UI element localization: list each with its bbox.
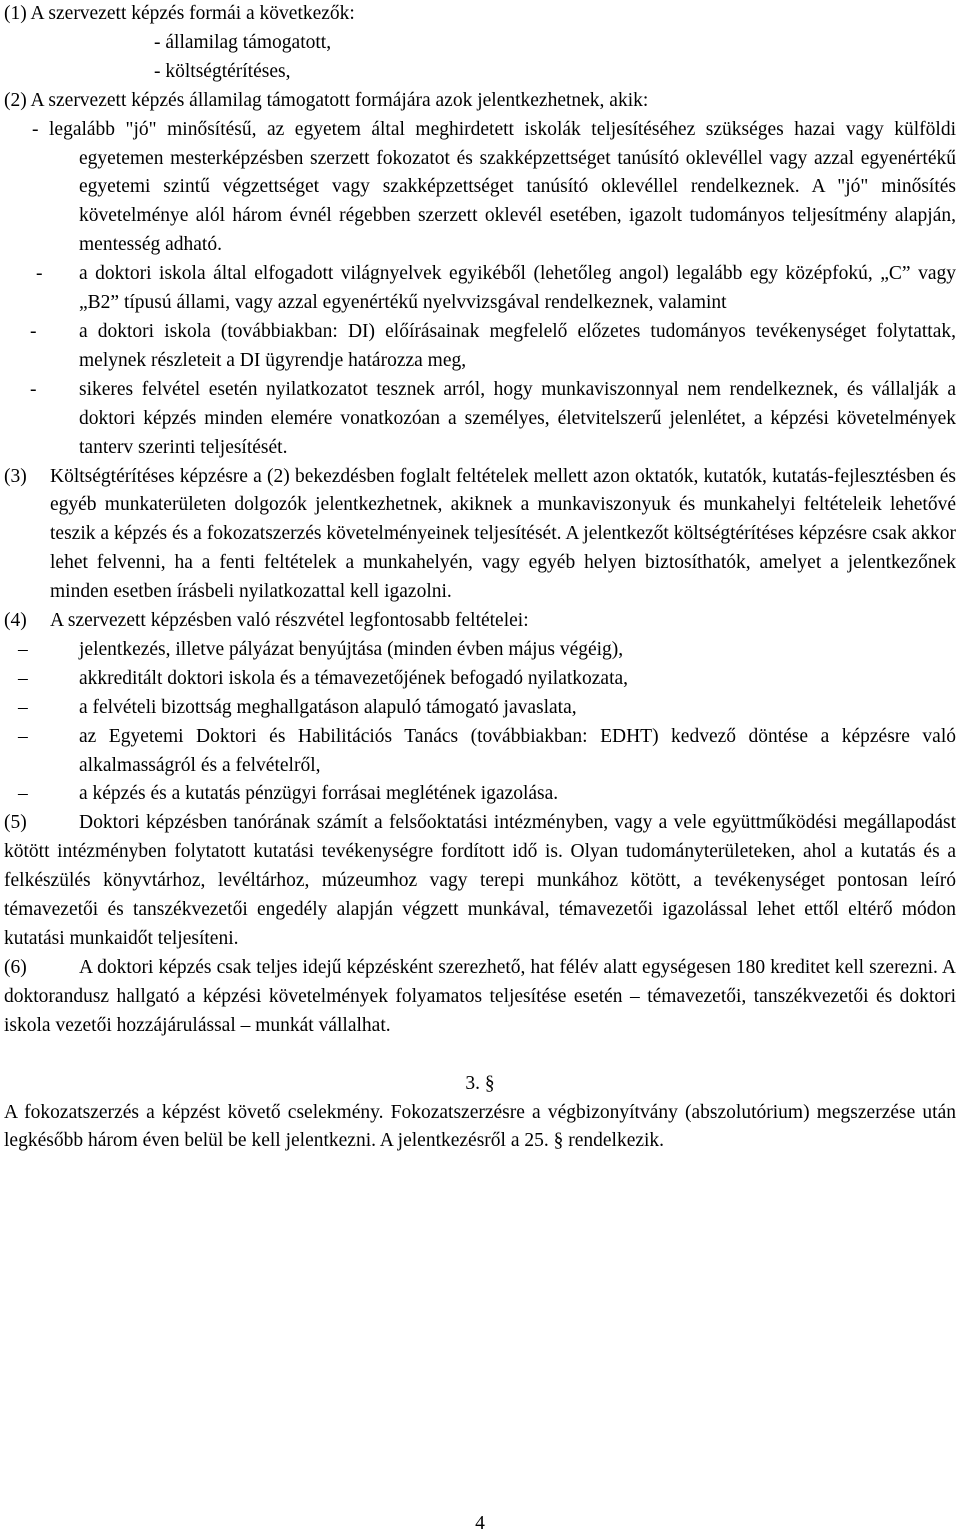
item-3-dash: - xyxy=(30,320,37,342)
paragraph-2-item-3 xyxy=(4,318,956,376)
paragraph-1 xyxy=(4,0,956,87)
paragraph-2-item-4 xyxy=(4,376,956,463)
section-title: 3. § xyxy=(465,1072,495,1094)
list-item: a felvételi bizottság meghallgatáson alapuló támogató javaslata, xyxy=(79,696,577,718)
paragraph-4-heading: A szervezett képzésben való részvétel legfontosabb feltételei: xyxy=(50,610,529,632)
item-2-text: a doktori iskola által elfogadott világnyelvek egyikéből (lehetőleg angol) legalább egy középfokú, „C” vagy „B2” típusú állami, vagy azzal egyenértékű nyelvvizsgával rendelkeznek, valamint xyxy=(79,263,956,314)
paragraph-6 xyxy=(4,954,956,1041)
paragraph-4-item-2 xyxy=(4,665,956,694)
dash-mark: – xyxy=(18,783,28,805)
list-item: a képzés és a kutatás pénzügyi forrásai meglétének igazolása. xyxy=(79,783,559,805)
list-item-state-funded: - államilag támogatott, xyxy=(154,31,332,53)
paragraph-1-heading: (1) A szervezett képzés formái a következők: xyxy=(4,3,355,24)
paragraph-4-item-4 xyxy=(4,723,956,781)
list-item: az Egyetemi Doktori és Habilitációs Tanács (továbbiakban: EDHT) kedvező döntése a képzésre való alkalmasságról és a felvételről, xyxy=(79,725,956,776)
paragraph-6-text: A doktori képzés csak teljes idejű képzésként szerezhető, hat félév alatt egységesen 180 kreditet kell szerezni. A doktorandusz hallgató a képzési követelmények folyamatos teljesítése esetén – témavezetői, tanszékvezetői és doktori iskola vezetői hozzájárulással – munkát vállalhat. xyxy=(4,956,956,1036)
paragraph-4 xyxy=(4,607,956,809)
paragraph-2-heading: (2) A szervezett képzés államilag támogatott formájára azok jelentkezhetnek, akik: xyxy=(4,89,649,111)
paragraph-5-text: Doktori képzésben tanórának számít a felsőoktatási intézményben, vagy a vele együttműködési megállapodást kötött intézményben folytatott kutatási tevékenységre fordított idő is. Olyan tudományterületeken, ahol a kutatás és a felkészülés könyvtárhoz, levéltárhoz, múzeumhoz vagy terepi munkához kötött, a tevékenységet pontosan leíró témavezetői és tanszékvezetői engedély alapján végzett munkával, témavezetői igazolással lehet ettől eltérő módon kutatási munkaidőt teljesíteni. xyxy=(4,812,956,949)
paragraph-4-item-5 xyxy=(4,780,956,809)
document-page xyxy=(4,0,956,1156)
list-item-fee-paying: - költségtérítéses, xyxy=(154,60,291,82)
paragraph-2-item-2 xyxy=(4,260,956,318)
paragraph-4-number: (4) xyxy=(4,610,27,632)
dash-mark: – xyxy=(18,696,28,718)
dash-mark: – xyxy=(18,638,28,660)
section-3-text: A fokozatszerzés a képzést követő cselekmény. Fokozatszerzésre a végbizonyítvány (abszolutórium) megszerzése után legkésőbb három éven belül be kell jelentkezni. A jelentkezésről a 25. § rendelkezik. xyxy=(4,1101,956,1152)
paragraph-6-number: (6) xyxy=(4,956,27,978)
paragraph-2 xyxy=(4,87,956,463)
paragraph-3-number: (3) xyxy=(4,465,27,487)
paragraph-3 xyxy=(4,463,956,608)
paragraph-5 xyxy=(4,809,956,954)
paragraph-2-item-1: - legalább "jó" minősítésű, az egyetem által meghirdetett iskolák teljesítéséhez szükséges hazai vagy külföldi egyetemen mesterképzésben szerzett fokozatot és szakképzettséget tanúsító oklevéllel vagy azzal egyenértékű egyetemi szintű végzettséget vagy szakképzettséget tanúsító oklevéllel rendelkeznek. A "jó" minősítés követelménye alól három évnél régebben szerzett oklevél esetében, igazolt tudományos teljesítmény alapján, mentesség adható. xyxy=(32,118,956,256)
item-3-text: a doktori iskola (továbbiakban: DI) előírásainak megfelelő előzetes tudományos tevékenységet folytattak, melynek részleteit a DI ügyrendje határozza meg, xyxy=(79,320,956,371)
list-item: akkreditált doktori iskola és a témavezetőjének befogadó nyilatkozata, xyxy=(79,667,629,689)
paragraph-4-heading-row xyxy=(4,607,956,636)
dash-mark: – xyxy=(18,667,28,689)
list-item: jelentkezés, illetve pályázat benyújtása (minden évben május végéig), xyxy=(79,638,624,660)
page-number: 4 xyxy=(475,1513,485,1534)
dash-mark: – xyxy=(18,725,28,747)
paragraph-3-text: Költségtérítéses képzésre a (2) bekezdésben foglalt feltételek mellett azon oktatók, kutatók, kutatás-fejlesztésben és egyéb munkaterületen dolgozók jelentkezhetnek, akiknek a munkaviszonyuk és munkahelyi feltételeik lehetővé teszik a képzés és a fokozatszerzés követelményeinek teljesítését. A jelentkezőt költségtérítéses képzésre csak akkor lehet felvenni, ha a fenti feltételek a munkahelyén, vagy egyéb helyen biztosíthatók, amelyet a jelentkezőnek minden esetben írásbeli nyilatkozattal kell igazolni. xyxy=(50,465,956,603)
paragraph-4-item-1 xyxy=(4,636,956,665)
item-4-text: sikeres felvétel esetén nyilatkozatot tesznek arról, hogy munkaviszonnyal nem rendelkeznek, és vállalják a doktori képzés minden elemére vonatkozóan a személyes, életvitelszerű jelenlétet, a képzési követelmények tanterv szerinti teljesítését. xyxy=(79,378,956,458)
paragraph-4-item-3 xyxy=(4,694,956,723)
paragraph-5-number: (5) xyxy=(4,812,27,834)
item-2-dash: - xyxy=(36,263,43,285)
item-4-dash: - xyxy=(30,378,37,400)
